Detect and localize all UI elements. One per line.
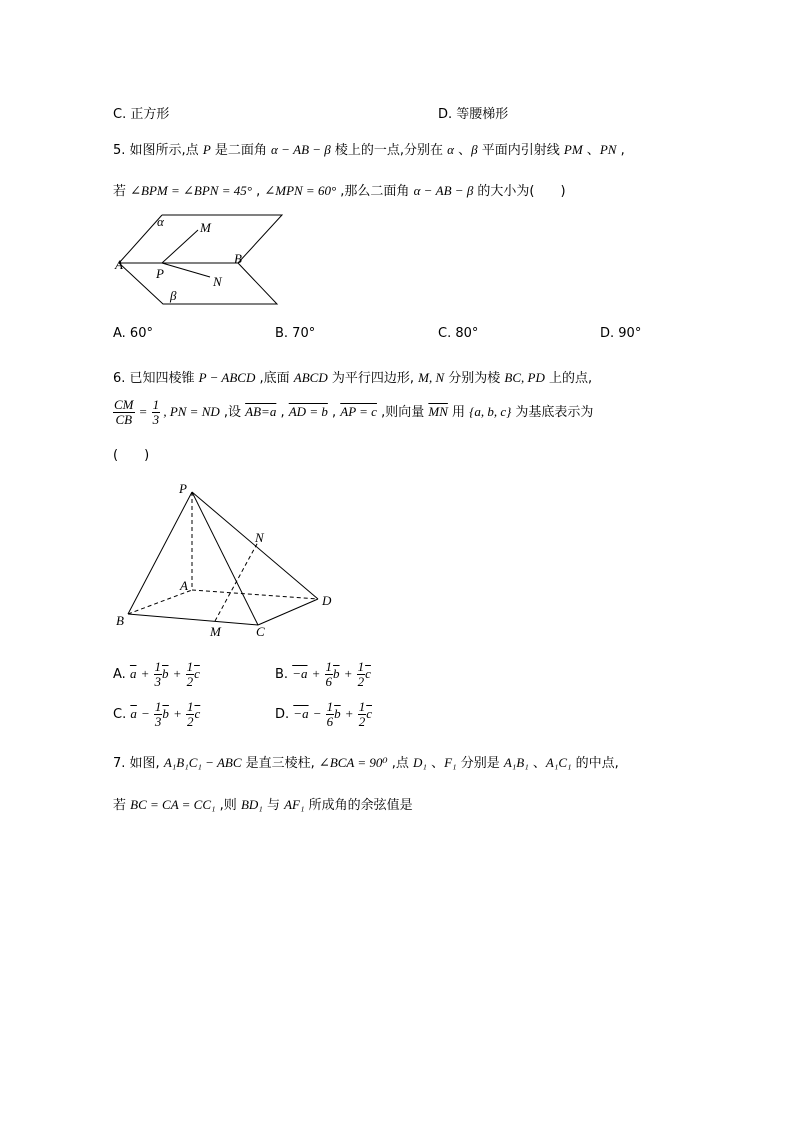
q4-option-c: C. 正方形 — [113, 107, 170, 122]
label-b: B — [116, 613, 124, 628]
q6-option-c: C. $\overline{a}$ − $\frac{1}{3}$ $\overline{b}$ + $\frac{1}{2}$ $\overline{c}$ — [113, 699, 201, 729]
q6-line-2: $\frac{CM}{CB}$ = $\frac{1}{3}$ , PN = ND ,设 AB=a , AD = b , AP = c ,则向量 $\overline{MN}$ 用 {a, b, c} 为基底表示为 — [114, 397, 594, 427]
q6-option-a: A. $\overline{a}$ + $\frac{1}{3}$ $\overline{b}$ + $\frac{1}{2}$ $\overline{c}$ — [113, 659, 200, 689]
dihedral-angle-figure — [110, 210, 285, 310]
q7-line-2: 若 BC = CA = CC₁ ,则 BD₁ 与 AF₁ 所成角的余弦值是 — [113, 797, 413, 813]
q5-option-a: A. 60° — [113, 326, 153, 341]
ratio-fraction-right: $\frac{1}{3}$ — [152, 397, 160, 427]
q6-option-d: D. −a − $\frac{1}{6}$ $\overline{b}$ + $\frac{1}{2}$ $\overline{c}$ — [275, 699, 372, 729]
q5-option-d: D. 90° — [600, 326, 642, 341]
label-n: N — [213, 274, 222, 289]
label-m: M — [200, 220, 211, 235]
q5-option-c: C. 80° — [438, 326, 479, 341]
q5-line-1: 5. 如图所示,点 P 是二面角 α − AB − β 棱上的一点,分别在 α 、β 平面内引射线 PM 、PN , — [113, 142, 625, 158]
label-m: M — [210, 624, 221, 639]
label-b: B — [234, 251, 242, 266]
label-alpha: α — [157, 214, 164, 229]
q7-line-1: 7. 如图, A₁B₁C₁ − ABC 是直三棱柱, ∠BCA = 90⁰ ,点 D₁ 、F₁ 分别是 A₁B₁ 、A₁C₁ 的中点, — [113, 755, 619, 771]
q4-option-d: D. 等腰梯形 — [438, 107, 509, 122]
label-beta: β — [170, 288, 177, 303]
label-p: P — [179, 481, 187, 496]
label-a: A — [115, 257, 123, 272]
pyramid-figure — [110, 478, 340, 644]
q6-answer-paren: ( ) — [113, 448, 150, 463]
ratio-fraction-left: $\frac{CM}{CB}$ — [114, 397, 134, 427]
q5-line-2: 若 ∠BPM = ∠BPN = 45° , ∠MPN = 60° ,那么二面角 α − AB − β 的大小为( ) — [113, 183, 566, 199]
label-p: P — [156, 266, 164, 281]
label-n: N — [255, 530, 264, 545]
q5-option-b: B. 70° — [275, 326, 316, 341]
label-d: D — [322, 593, 332, 608]
label-c: C — [256, 624, 265, 639]
q6-option-b: B. −a + $\frac{1}{6}$ $\overline{b}$ + $\frac{1}{2}$ $\overline{c}$ — [275, 659, 371, 689]
label-a: A — [180, 578, 188, 593]
q6-line-1: 6. 已知四棱锥 P − ABCD ,底面 ABCD 为平行四边形, M, N 分别为棱 BC, PD 上的点, — [113, 370, 593, 386]
